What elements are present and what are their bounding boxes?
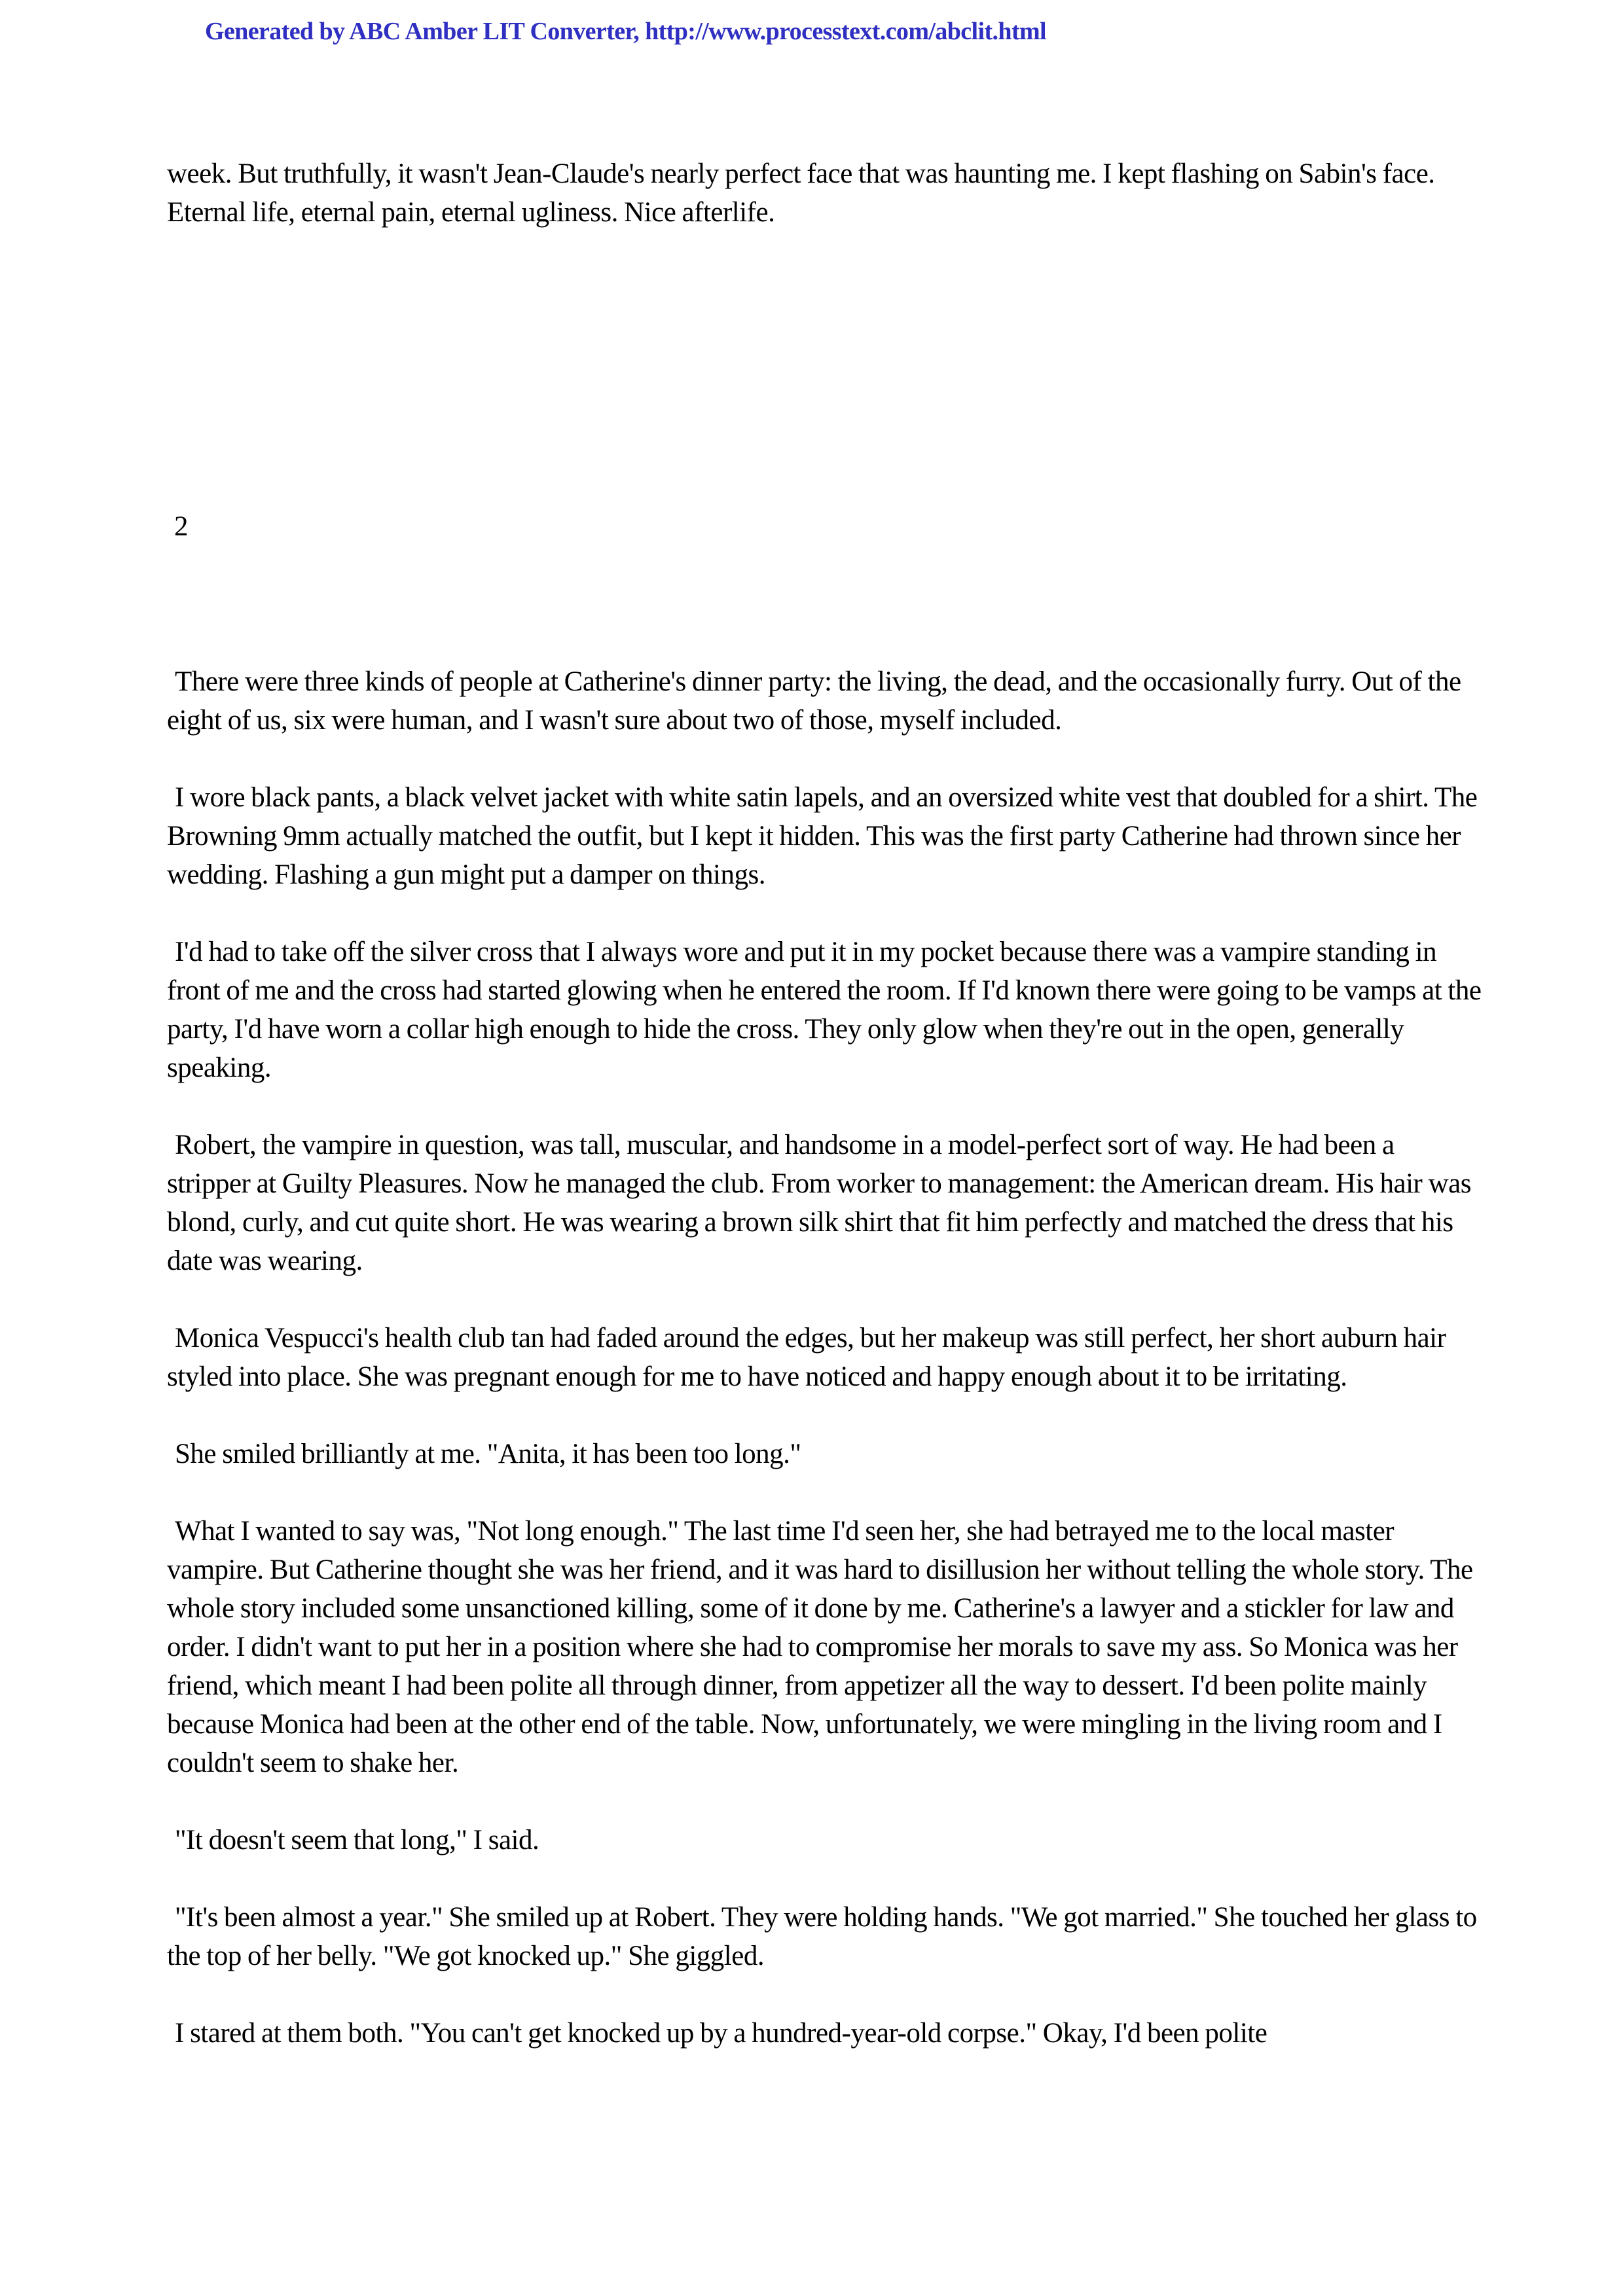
paragraph: "It's been almost a year." She smiled up at Robert. They were holding hands. "We got married." She touched her glass to the top of her belly. "We got knocked up." She giggled. bbox=[167, 1902, 1477, 1971]
paragraph: Robert, the vampire in question, was tall, muscular, and handsome in a model-perfect sort of way. He had been a stripper at Guilty Pleasures. Now he managed the club. From worker to management: the American dream. His hair was blond, curly, and cut quite short. He was wearing a brown silk shirt that fit him perfectly and matched the dress that his date was wearing. bbox=[167, 1130, 1472, 1276]
converter-header-link[interactable]: Generated by ABC Amber LIT Converter, http://www.processtext.com/abclit.html bbox=[205, 18, 1047, 45]
paragraph: Monica Vespucci's health club tan had faded around the edges, but her makeup was still perfect, her short auburn hair styled into place. She was pregnant enough for me to have noticed and happy enough about it to be irritating. bbox=[167, 1323, 1446, 1392]
paragraph: There were three kinds of people at Catherine's dinner party: the living, the dead, and the occasionally furry. Out of the eight of us, six were human, and I wasn't sure about two of those, myself included. bbox=[167, 666, 1461, 736]
paragraph: She smiled brilliantly at me. "Anita, it has been too long." bbox=[175, 1439, 801, 1469]
paragraph: What I wanted to say was, "Not long enough." The last time I'd seen her, she had betrayed me to the local master vampire. But Catherine thought she was her friend, and it was hard to disillusion her without telling the whole story. The whole story included some unsanctioned killing, some of it done by me. Catherine's a lawyer and a stickler for law and order. I didn't want to put her in a position where she had to compromise her morals to save my ass. So Monica was her friend, which meant I had been polite all through dinner, from appetizer all the way to dessert. I'd been polite mainly because Monica had been at the other end of the table. Now, unfortunately, we were mingling in the living room and I couldn't seem to shake her. bbox=[167, 1516, 1473, 1778]
opening-text-block bbox=[167, 154, 1483, 232]
chapter-number: 2 bbox=[174, 511, 189, 542]
chapter-body bbox=[167, 662, 1483, 2053]
paragraph: I wore black pants, a black velvet jacket with white satin lapels, and an oversized white vest that doubled for a shirt. The Browning 9mm actually matched the outfit, but I kept it hidden. This was the first party Catherine had thrown since her wedding. Flashing a gun might put a damper on things. bbox=[167, 782, 1478, 890]
opening-paragraph: week. But truthfully, it wasn't Jean-Claude's nearly perfect face that was haunting me. I kept flashing on Sabin's face. Eternal life, eternal pain, eternal ugliness. Nice afterlife. bbox=[167, 158, 1435, 228]
paragraph: I'd had to take off the silver cross that I always wore and put it in my pocket because there was a vampire standing in front of me and the cross had started glowing when he entered the room. If I'd known there were going to be vamps at the party, I'd have worn a collar high enough to hide the cross. They only glow when they're out in the open, generally speaking. bbox=[167, 937, 1482, 1083]
paragraph: I stared at them both. "You can't get knocked up by a hundred-year-old corpse." Okay, I'd been polite bbox=[175, 2018, 1267, 2049]
paragraph: "It doesn't seem that long," I said. bbox=[175, 1825, 539, 1856]
